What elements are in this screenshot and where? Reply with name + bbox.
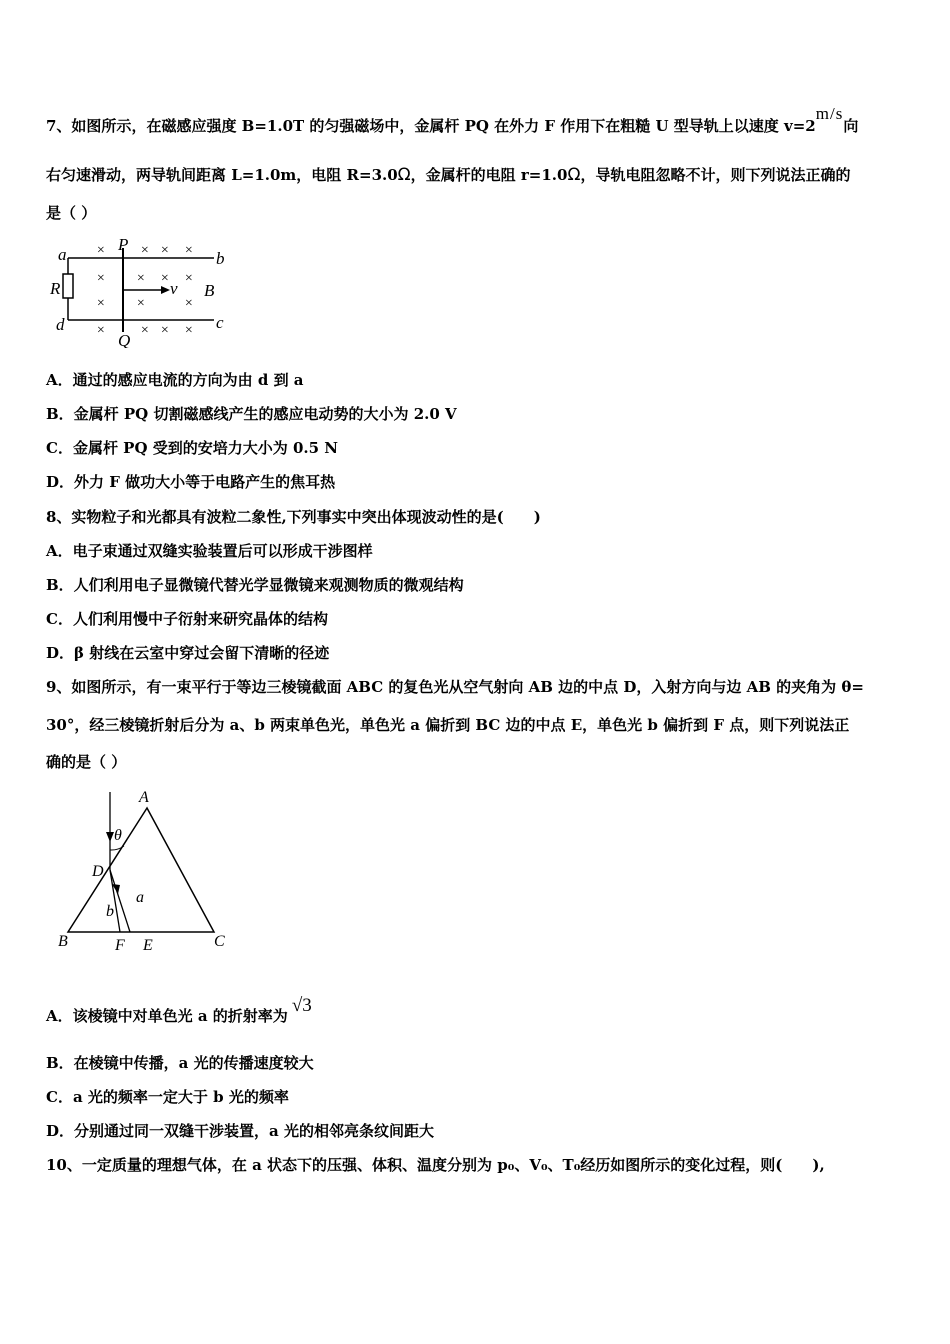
q9-option-a	[46, 995, 312, 1026]
label-Q: Q	[118, 331, 131, 348]
field-cross: ×	[184, 271, 194, 286]
q9-option-a-text: A．该棱镜中对单色光 a 的折射率为	[46, 1007, 288, 1025]
field-cross: ×	[96, 296, 106, 311]
velocity-unit: m/s	[815, 104, 844, 123]
label-E: E	[143, 937, 153, 954]
q8-option-a: A．电子束通过双缝实验装置后可以形成干涉图样	[46, 542, 373, 560]
q7-option-a: A．通过的感应电流的方向为由 d 到 a	[46, 371, 304, 389]
q7-stem-line1	[46, 104, 859, 136]
field-cross: ×	[96, 323, 106, 338]
q7-circuit-figure	[44, 234, 244, 348]
q9-stem-line1: 9、如图所示，有一束平行于等边三棱镜截面 ABC 的复色光从空气射向 AB 边的中点 D，入射方向与边 AB 的夹角为 θ=	[46, 678, 864, 696]
sqrt-3-value: √3	[291, 995, 312, 1016]
q7-option-c: C．金属杆 PQ 受到的安培力大小为 0.5 N	[46, 439, 338, 457]
label-B: B	[204, 281, 215, 300]
label-d: d	[56, 315, 65, 334]
q8-option-d: D．β 射线在云室中穿过会留下清晰的径迹	[46, 644, 330, 662]
label-b: b	[106, 903, 114, 920]
label-P: P	[118, 235, 129, 254]
q8-stem: 8、实物粒子和光都具有波粒二象性,下列事实中突出体现波动性的是( )	[46, 508, 541, 526]
field-cross: ×	[140, 323, 150, 338]
ohm-symbol: Ω	[397, 165, 411, 185]
label-R: R	[50, 279, 61, 298]
field-cross: ×	[96, 271, 106, 286]
q7-stem-part: 是（ ）	[46, 204, 97, 222]
field-cross: ×	[184, 296, 194, 311]
field-cross: ×	[160, 271, 170, 286]
label-a: a	[136, 889, 144, 906]
q7-stem-part: ，金属杆的电阻 r=1.0	[410, 166, 568, 184]
field-cross: ×	[184, 323, 194, 338]
ohm-symbol: Ω	[567, 165, 581, 185]
label-a: a	[58, 245, 67, 264]
q8-option-c: C．人们利用慢中子衍射来研究晶体的结构	[46, 610, 328, 628]
field-cross: ×	[160, 323, 170, 338]
q7-stem-part: 右匀速滑动，两导轨间距离 L=1.0m，电阻 R=3.0	[46, 166, 398, 184]
field-cross: ×	[160, 243, 170, 258]
q8-option-b: B．人们利用电子显微镜代替光学显微镜来观测物质的微观结构	[46, 576, 464, 594]
label-theta: θ	[114, 827, 122, 844]
q9-stem-line2: 30°，经三棱镜折射后分为 a、b 两束单色光，单色光 a 偏折到 BC 边的中点 E，单色光 b 偏折到 F 点，则下列说法正	[46, 716, 850, 734]
resistor-symbol	[63, 274, 73, 298]
label-c: c	[216, 313, 224, 332]
q7-stem-part: 7、如图所示，在磁感应强度 B=1.0T 的匀强磁场中，金属杆 PQ 在外力 F 作用下在粗糙 U 型导轨上以速度 v=2	[46, 117, 816, 135]
q9-option-d: D．分别通过同一双缝干涉装置，a 光的相邻亮条纹间距大	[46, 1122, 434, 1140]
field-cross: ×	[136, 296, 146, 311]
field-cross: ×	[96, 243, 106, 258]
field-cross: ×	[140, 243, 150, 258]
label-B: B	[58, 933, 68, 950]
label-F: F	[115, 937, 125, 954]
label-v: v	[170, 279, 178, 298]
q7-stem-line3	[46, 203, 96, 223]
label-D: D	[92, 863, 104, 880]
q9-stem-line3: 确的是（ ）	[46, 753, 127, 771]
q7-stem-part: ，导轨电阻忽略不计，则下列说法正确的	[580, 166, 851, 184]
field-cross: ×	[136, 271, 146, 286]
q7-stem-line2	[46, 165, 850, 185]
field-cross: ×	[184, 243, 194, 258]
q9-prism-figure	[50, 784, 240, 954]
label-C: C	[214, 933, 225, 950]
q10-stem: 10、一定质量的理想气体，在 a 状态下的压强、体积、温度分别为 p₀、V₀、T₀经历如图所示的变化过程，则( ),	[46, 1156, 825, 1174]
q9-option-c: C．a 光的频率一定大于 b 光的频率	[46, 1088, 289, 1106]
q7-option-d: D．外力 F 做功大小等于电路产生的焦耳热	[46, 473, 336, 491]
q7-option-b: B．金属杆 PQ 切割磁感线产生的感应电动势的大小为 2.0 V	[46, 405, 457, 423]
q9-option-b: B．在棱镜中传播，a 光的传播速度较大	[46, 1054, 314, 1072]
label-A: A	[139, 789, 149, 806]
label-b: b	[216, 249, 225, 268]
q7-stem-part: 向	[843, 117, 859, 135]
